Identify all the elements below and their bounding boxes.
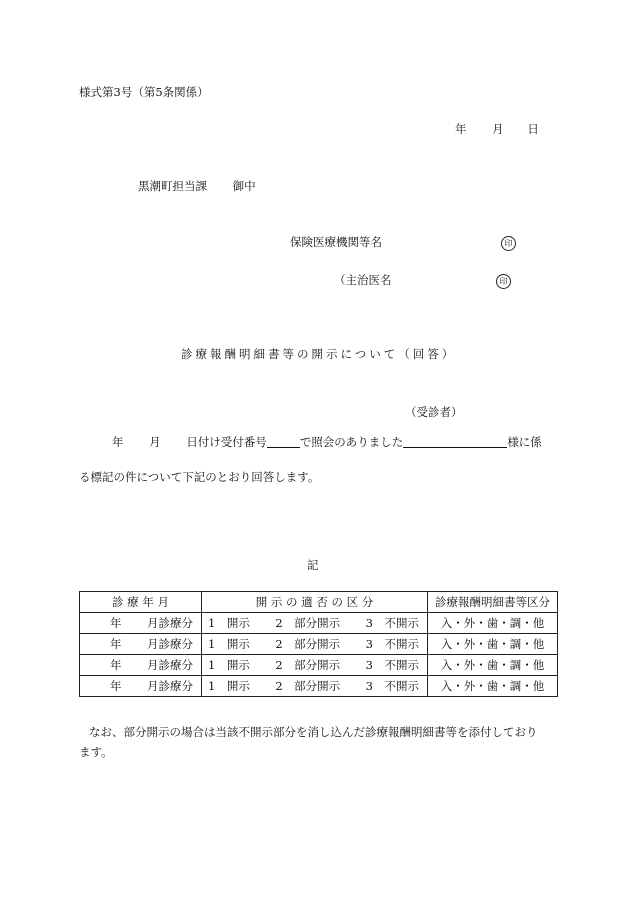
- addressee-honorific: 御中: [232, 179, 256, 193]
- option-partial: 2 部分開示: [275, 616, 341, 630]
- option-disclose: 1 開示: [208, 637, 250, 651]
- option-partial: 2 部分開示: [275, 679, 341, 693]
- option-nondisclose: 3 不開示: [365, 616, 419, 630]
- doctor-label: （主治医名: [334, 273, 392, 287]
- option-partial: 2 部分開示: [275, 658, 341, 672]
- note-line-1: なお、部分開示の場合は当該不開示部分を消し込んだ診療報酬明細書等を添付しており: [89, 725, 538, 739]
- body-text-c: 様に係: [507, 435, 542, 449]
- row-month: 月診療分: [147, 616, 193, 630]
- ki-heading: 記: [307, 558, 319, 572]
- table-row: [80, 676, 558, 697]
- body-text-a: 日付け受付番号: [186, 435, 267, 449]
- patient-label: （受診者）: [405, 405, 463, 419]
- option-disclose: 1 開示: [208, 679, 250, 693]
- statement-types: 入・外・歯・調・他: [428, 613, 558, 634]
- row-month: 月診療分: [147, 658, 193, 672]
- date-year: 年: [455, 122, 467, 136]
- row-month: 月診療分: [147, 679, 193, 693]
- disclosure-table: [79, 591, 558, 697]
- doctor-seal: [496, 274, 511, 289]
- date-line: [455, 124, 539, 136]
- row-year: 年: [110, 679, 122, 693]
- option-partial: 2 部分開示: [275, 637, 341, 651]
- date-month: 月: [492, 122, 504, 136]
- table-row: [80, 613, 558, 634]
- row-year: 年: [110, 658, 122, 672]
- body-month: 月: [149, 435, 161, 449]
- table-row: [80, 655, 558, 676]
- option-nondisclose: 3 不開示: [365, 658, 419, 672]
- statement-types: 入・外・歯・調・他: [428, 676, 558, 697]
- header-disclosure-status: 開 示 の 適 否 の 区 分: [202, 592, 428, 613]
- seal-icon: 印: [501, 236, 516, 251]
- seal-icon: 印: [496, 274, 511, 289]
- header-treatment-month: 診 療 年 月: [80, 592, 202, 613]
- note-line-2: ます。: [79, 745, 113, 759]
- statement-types: 入・外・歯・調・他: [428, 634, 558, 655]
- row-year: 年: [110, 637, 122, 651]
- addressee-name: 黒潮町担当課: [138, 179, 207, 193]
- option-disclose: 1 開示: [208, 616, 250, 630]
- option-nondisclose: 3 不開示: [365, 679, 419, 693]
- table-header-row: [80, 592, 558, 613]
- addressee: [138, 181, 256, 193]
- row-year: 年: [110, 616, 122, 630]
- body-line-2: る標記の件について下記のとおり回答します。: [79, 470, 320, 484]
- body-year: 年: [112, 435, 124, 449]
- patient-name-blank: [403, 435, 507, 448]
- body-text-b: で照会のありました: [299, 435, 404, 449]
- row-month: 月診療分: [147, 637, 193, 651]
- option-nondisclose: 3 不開示: [365, 637, 419, 651]
- institution-seal: [501, 236, 516, 251]
- body-line-1: [112, 435, 542, 449]
- date-day: 日: [527, 122, 539, 136]
- table-row: [80, 634, 558, 655]
- form-number: 様式第3号（第5条関係）: [79, 85, 209, 99]
- header-statement-type: 診療報酬明細書等区分: [428, 592, 558, 613]
- document-title: 診療報酬明細書等の開示について（回答）: [181, 347, 457, 361]
- receipt-number-blank: [267, 435, 300, 448]
- institution-label: 保険医療機関等名: [290, 235, 382, 249]
- option-disclose: 1 開示: [208, 658, 250, 672]
- statement-types: 入・外・歯・調・他: [428, 655, 558, 676]
